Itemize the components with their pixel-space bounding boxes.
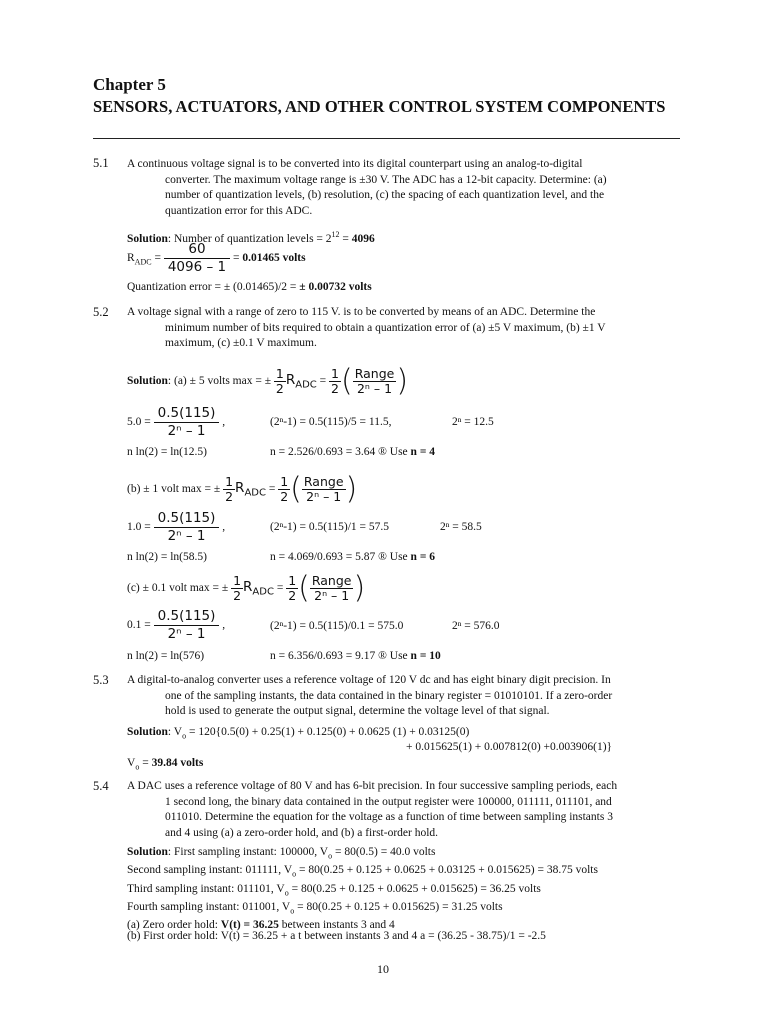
- p54-sample-3: [127, 882, 598, 900]
- p51-line4: quantization error for this ADC.: [165, 204, 313, 217]
- p51-line3: number of quantization levels, (b) resolution, (c) the spacing of each quantization level, and the: [165, 189, 605, 201]
- p54-s3-sub: o: [284, 887, 289, 897]
- p54-solution-label: Solution: [127, 846, 168, 858]
- p52-b-header: [127, 468, 357, 513]
- p53-res-eq: =: [139, 757, 152, 769]
- p51-radc-equation: [127, 241, 306, 279]
- p52-c-radc-sub: ADC: [252, 586, 274, 598]
- problem-number-5-4: 5.4: [93, 779, 109, 793]
- p52-c-lparen: (: [298, 570, 310, 606]
- p52-b-half2-num: 1: [280, 473, 289, 489]
- p54-line2: 1 second long, the binary data contained in the output register were 100000, 011111, 011101, and: [165, 795, 612, 808]
- p52-a-rparen: ): [396, 363, 409, 399]
- p54-s3b: = 80(0.25 + 0.125 + 0.0625 + 0.015625) = 36.25 volts: [288, 882, 541, 895]
- p54-s4-sub: o: [290, 906, 295, 916]
- p51-radc-eq: =: [151, 252, 164, 265]
- p52-b-n-line: [270, 550, 435, 565]
- p52-a-head: : (a) ± 5 volts max = ±: [167, 375, 272, 387]
- p51-sol-eq: =: [339, 232, 352, 245]
- p51-sol-text: : Number of quantization levels = 2: [167, 232, 332, 245]
- p53-solution-label: Solution: [127, 726, 168, 738]
- p52-a-eq: =: [316, 375, 330, 387]
- p52-b-half-den: 2: [225, 488, 234, 504]
- p54-s2-sub: o: [292, 869, 297, 879]
- p52-b-frac-num: 0.5(115): [157, 509, 216, 526]
- p52-c-range-num: Range: [311, 572, 352, 588]
- problem-number-5-2: 5.2: [93, 305, 109, 319]
- p51-radc-res-eq: =: [232, 252, 243, 265]
- p51-radc-num: 60: [188, 241, 206, 257]
- p54-sample-4: [127, 900, 598, 918]
- p52-c-radc: R: [243, 579, 253, 595]
- p52-b-half-num: 1: [225, 473, 234, 489]
- p53-sol-line2: + 0.015625(1) + 0.007812(0) +0.003906(1)}: [406, 741, 613, 753]
- p52-b-equation: 1.0 = $\frac{0.5(115)}{\text{2ⁿ – 1}}$ ,: [127, 509, 226, 544]
- p52-a-radc-sub: ADC: [295, 379, 317, 391]
- header-rule: [93, 138, 680, 139]
- p51-qerr-val: ± 0.00732 volts: [299, 281, 372, 293]
- p54-s4b: = 80(0.25 + 0.125 + 0.015625) = 31.25 volts: [294, 900, 503, 913]
- p52-b-half: [223, 475, 235, 504]
- p52-b-range-num: Range: [303, 473, 344, 489]
- p52-a-range-num: Range: [354, 365, 395, 381]
- p52-c-half-den: 2: [233, 587, 242, 603]
- p52-b-radc: R: [235, 480, 245, 496]
- p52-b-eq: =: [265, 483, 279, 495]
- p54-first-order: (b) First order hold: V(t) = 36.25 + a t between instants 3 and 4 a = (36.25 - 38.75)/1 = -2.5: [127, 930, 546, 942]
- p52-a-half2-den: 2: [331, 380, 339, 396]
- p52-b-range-den: 2ⁿ – 1: [302, 489, 346, 504]
- p52-c-ln: n ln(2) = ln(576): [127, 650, 205, 662]
- p52-c-right: 2ⁿ = 576.0: [452, 620, 500, 632]
- p53-sol-line1b: = 120{0.5(0) + 0.25(1) + 0.125(0) + 0.0625 (1) + 0.03125(0): [186, 726, 470, 738]
- p52-a-mid: (2ⁿ-1) = 0.5(115)/5 = 11.5,: [270, 416, 392, 428]
- p51-sol-val: 4096: [351, 232, 375, 245]
- p52-c-range: [310, 574, 354, 603]
- p52-a-n: n = 2.526/0.693 = 3.64 ® Use: [270, 446, 411, 458]
- chapter-title: Chapter 5: [93, 75, 166, 94]
- p51-qerror-line: [127, 280, 372, 295]
- p52-c-half-num: 1: [233, 572, 242, 588]
- p52-c-n: n = 6.356/0.693 = 9.17 ® Use: [270, 650, 411, 662]
- p54-s1: : First sampling instant: 100000, V: [167, 846, 329, 858]
- p52-a-radc: R: [285, 372, 296, 388]
- p52-b-half2: [278, 475, 290, 504]
- p52-a-header: [127, 360, 408, 405]
- p53-res-sub: o: [135, 762, 140, 772]
- p53-sol-line1: : V: [167, 726, 183, 738]
- p51-sol-exp: 12: [331, 230, 340, 239]
- p52-a-use: n = 4: [410, 446, 435, 458]
- p53-line1: A digital-to-analog converter uses a reference voltage of 120 V dc and has eight binary digit precision. In: [127, 674, 611, 686]
- p52-a-half2: [329, 367, 341, 396]
- p52-b-rparen: ): [345, 471, 358, 507]
- p54-line4: and 4 using (a) a zero-order hold, and (b) a first-order hold.: [165, 826, 439, 839]
- p52-c-fraction: [154, 608, 220, 643]
- p52-c-rparen: ): [353, 570, 366, 606]
- p54-a-bold: V(t) = 36.25: [220, 919, 279, 932]
- p53-res-val: 39.84 volts: [151, 757, 204, 769]
- p52-b-lparen: (: [290, 471, 302, 507]
- p52-c-half: [231, 574, 243, 603]
- p52-a-lparen: (: [340, 363, 353, 399]
- p52-b-ln: n ln(2) = ln(58.5): [127, 551, 207, 563]
- p52-c-half2: [286, 574, 298, 603]
- p51-qerr-text: Quantization error = ± (0.01465)/2 =: [127, 281, 300, 293]
- problem-5-4-statement: [127, 779, 679, 841]
- p52-a-range-den: 2ⁿ – 1: [353, 381, 397, 396]
- p53-line3: hold is used to generate the output signal, determine the voltage level of that signal.: [165, 705, 550, 717]
- p51-radc-label: R: [127, 252, 135, 265]
- p53-line2: one of the sampling instants, the data contained in the binary register = 01010101. If a zero-order: [165, 689, 613, 702]
- problem-5-1-statement: [127, 157, 679, 219]
- p52-c-equation: 0.1 = $\frac{0.5(115)}{\text{2ⁿ – 1}}$ ,: [127, 607, 226, 642]
- p51-line1: A continuous voltage signal is to be converted into its digital counterpart using an analog-to-digital: [127, 158, 583, 170]
- page-number: 10: [377, 962, 389, 976]
- p52-c-eq: =: [273, 582, 287, 594]
- p52-a-range: [353, 367, 397, 396]
- problem-number-5-3: 5.3: [93, 673, 109, 687]
- p52-a-n-line: [270, 445, 435, 460]
- p54-s1-sub: o: [328, 851, 333, 861]
- p52-c-use: n = 10: [410, 650, 441, 662]
- p52-b-right: 2ⁿ = 58.5: [440, 521, 482, 533]
- p52-b-head: (b) ± 1 volt max = ±: [127, 483, 221, 495]
- p52-c-half2-num: 1: [288, 572, 297, 588]
- p52-line2: minimum number of bits required to obtain a quantization error of (a) ±5 V maximum, (b) ±1 V: [165, 321, 606, 334]
- p52-line1: A voltage signal with a range of zero to 115 V. is to be converted by means of an ADC. Determine the: [127, 306, 596, 318]
- p52-b-left: 1.0 =: [127, 521, 151, 533]
- p52-a-half: [274, 367, 286, 396]
- p52-a-half-den: 2: [275, 380, 284, 396]
- p52-b-fraction: [154, 510, 220, 545]
- problem-5-2-statement: [127, 305, 679, 352]
- p52-c-frac-num: 0.5(115): [157, 607, 216, 624]
- p52-a-frac-num: 0.5(115): [157, 404, 216, 421]
- p54-s4: Fourth sampling instant: 011001, V: [127, 900, 291, 913]
- p53-sol-sub: o: [182, 731, 187, 741]
- p54-line3: 011010. Determine the equation for the voltage as a function of time between sampling instants 3: [165, 811, 613, 823]
- p53-res-v: V: [127, 757, 136, 769]
- p52-a-equation: 5.0 = $\frac{0.5(115)}{\text{2ⁿ – 1}}$ ,: [127, 404, 226, 439]
- p52-c-mid: (2ⁿ-1) = 0.5(115)/0.1 = 575.0: [270, 620, 404, 632]
- p52-b-range: [302, 475, 346, 504]
- p54-s2b: = 80(0.25 + 0.125 + 0.0625 + 0.03125 + 0.015625) = 38.75 volts: [296, 864, 598, 877]
- p52-c-range-den: 2ⁿ – 1: [310, 588, 354, 603]
- problem-number-5-1: 5.1: [93, 156, 109, 170]
- p54-s3: Third sampling instant: 011101, V: [127, 882, 285, 895]
- p52-b-mid: (2ⁿ-1) = 0.5(115)/1 = 57.5: [270, 521, 390, 533]
- p51-solution-label: Solution: [127, 232, 168, 245]
- p52-c-head: (c) ± 0.1 volt max = ±: [127, 582, 229, 594]
- p52-b-n: n = 4.069/0.693 = 5.87 ® Use: [270, 551, 411, 563]
- p51-radc-sub: ADC: [134, 257, 152, 267]
- p52-a-right: 2ⁿ = 12.5: [452, 416, 494, 428]
- p52-solution-label: Solution: [127, 375, 168, 387]
- p52-a-ln: n ln(2) = ln(12.5): [127, 446, 207, 458]
- p52-c-frac-den: 2ⁿ – 1: [154, 625, 220, 643]
- p52-b-radc-sub: ADC: [244, 487, 266, 499]
- p51-radc-fraction: [164, 241, 230, 276]
- chapter-subtitle: SENSORS, ACTUATORS, AND OTHER CONTROL SYSTEM COMPONENTS: [93, 97, 666, 116]
- p52-line3: maximum, (c) ±0.1 V maximum.: [165, 337, 317, 349]
- p52-b-half2-den: 2: [280, 488, 289, 504]
- p52-c-left: 0.1 =: [127, 619, 151, 631]
- p52-a-left: 5.0 =: [127, 416, 151, 428]
- p52-c-half2-den: 2: [288, 587, 297, 603]
- p51-line2: converter. The maximum voltage range is ±30 V. The ADC has a 12-bit capacity. Determine: (a): [165, 173, 607, 186]
- p54-a-text: (a) Zero order hold:: [127, 919, 221, 932]
- p54-s1b: = 80(0.5) = 40.0 volts: [332, 846, 436, 858]
- p54-solution-block: [127, 845, 598, 932]
- p52-b-frac-den: 2ⁿ – 1: [154, 527, 220, 545]
- p54-line1: A DAC uses a reference voltage of 80 V and has 6-bit precision. In four successive sampling periods, each: [127, 780, 618, 792]
- p52-a-frac-den: 2ⁿ – 1: [154, 422, 220, 440]
- p51-radc-den: 4096 – 1: [164, 258, 230, 276]
- problem-5-3-statement: [127, 673, 679, 720]
- p54-s2: Second sampling instant: 011111, V: [127, 864, 293, 877]
- p53-result-line: [127, 756, 203, 774]
- p52-a-half2-num: 1: [331, 365, 339, 381]
- p54-sample-2: [127, 863, 598, 881]
- p54-a-tail: between instants 3 and 4: [278, 919, 395, 932]
- p52-c-n-line: [270, 649, 441, 664]
- p52-a-half-num: 1: [275, 365, 284, 381]
- p52-b-use: n = 6: [410, 551, 435, 563]
- p52-a-fraction: [154, 405, 220, 440]
- p54-sample-1: [127, 845, 598, 863]
- p51-radc-res: 0.01465 volts: [242, 252, 306, 265]
